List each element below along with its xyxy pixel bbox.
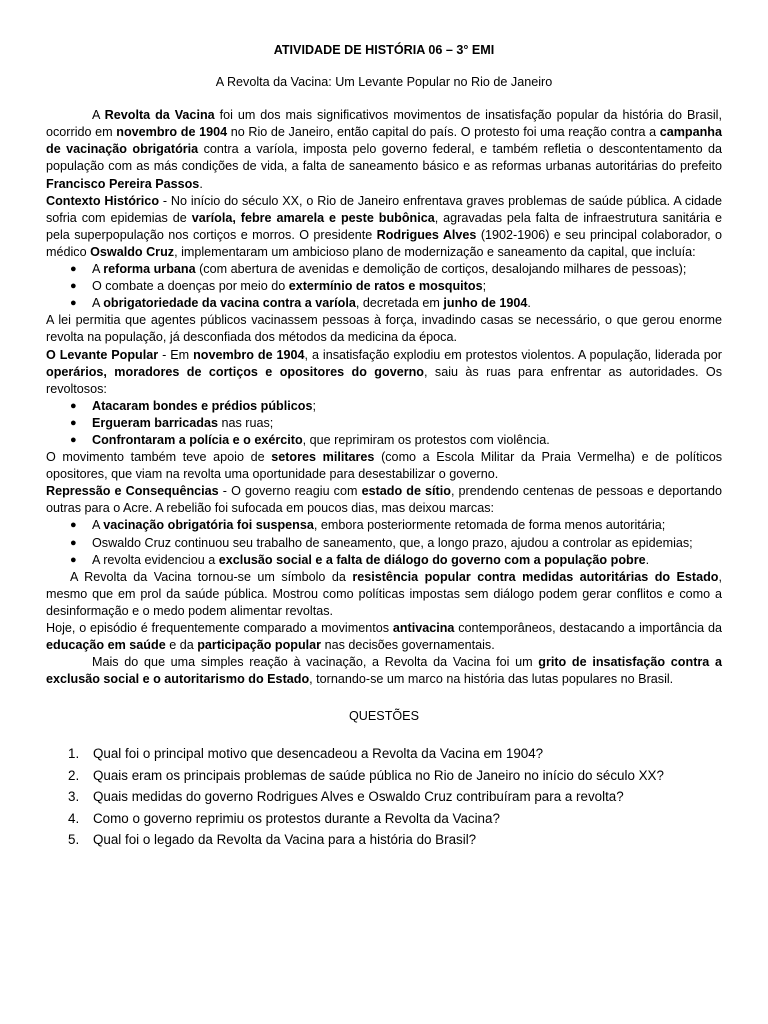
question-text: Qual foi o principal motivo que desencadeou a Revolta da Vacina em 1904?: [93, 746, 544, 762]
list-item: [70, 278, 722, 295]
levante-bold: novembro de 1904: [193, 347, 305, 362]
bullet-icon: ●: [70, 553, 77, 566]
item-bold: extermínio de ratos e mosquitos: [288, 279, 483, 294]
item-bold: Ergueram barricadas: [92, 415, 218, 430]
list-item: [70, 398, 722, 415]
hoje-text: Hoje, o episódio é frequentemente comparado a movimentos: [46, 621, 393, 635]
item-text: A: [92, 262, 104, 277]
repressao-bold: estado de sítio: [361, 484, 451, 499]
item-text: A: [92, 296, 104, 311]
item-bold: Atacaram bondes e prédios públicos: [92, 398, 313, 413]
item-text: A revolta evidenciou a: [92, 552, 219, 567]
question-item: [68, 829, 722, 851]
contexto-bold: Rodrigues Alves: [376, 227, 477, 242]
repressao-list: [46, 517, 722, 568]
bullet-icon: ●: [70, 416, 77, 429]
lei-paragraph: A lei permitia que agentes públicos vacinassem pessoas à força, invadindo casas se necessário, o que gerou enorme revolta na população, já desconfiada dos métodos da medicina da época.: [46, 313, 722, 345]
bullet-icon: ●: [70, 297, 77, 310]
hoje-bold: antivacina: [392, 621, 455, 635]
item-bold: junho de 1904: [443, 296, 528, 311]
simbolo-bold: resistência popular contra medidas autoritárias do Estado: [352, 569, 719, 584]
hoje-text: nas decisões governamentais.: [321, 638, 495, 653]
question-text: Quais medidas do governo Rodrigues Alves e Oswaldo Cruz contribuíram para a revolta?: [93, 789, 624, 805]
repressao-text: - O governo reagiu com: [218, 484, 362, 499]
simbolo-text: , mesmo que em prol da saúde pública. Mostrou como políticas impostas sem diálogo podem gerar conflitos e como a desinformação e o medo podem alimentar revoltas.: [46, 569, 723, 618]
apoio-text: O movimento também teve apoio de: [46, 450, 272, 465]
hoje-bold: participação popular: [197, 638, 322, 653]
document-title: ATIVIDADE DE HISTÓRIA 06 – 3° EMI: [273, 43, 495, 57]
contexto-text: , implementaram um ambicioso plano de modernização e saneamento da capital, que incluía:: [174, 244, 696, 259]
levante-paragraph: [46, 347, 722, 398]
questions-title: QUESTÕES: [349, 709, 419, 724]
item-text: (com abertura de avenidas e demolição de cortiços, desalojando milhares de pessoas);: [195, 262, 687, 277]
bullet-icon: ●: [70, 280, 77, 293]
intro-paragraph: [46, 107, 722, 192]
item-bold: obrigatoriedade da vacina contra a varíola: [103, 296, 356, 311]
apoio-paragraph: [46, 449, 722, 483]
question-number: 5.: [68, 832, 80, 848]
contexto-paragraph: [46, 193, 722, 261]
hoje-bold: educação em saúde: [46, 638, 166, 653]
intro-text: no Rio de Janeiro, então capital do país. O protesto foi uma reação contra a: [227, 125, 660, 140]
levante-list: [46, 398, 722, 449]
item-text: A: [92, 518, 104, 533]
intro-text: .: [199, 176, 203, 191]
intro-bold: campanha de vacinação obrigatória: [46, 125, 722, 157]
list-item: [70, 552, 722, 569]
section-heading: O Levante Popular: [46, 347, 159, 362]
conclusao-paragraph: [46, 654, 722, 688]
intro-text: A: [92, 108, 105, 123]
contexto-bold: Oswaldo Cruz: [90, 244, 175, 259]
item-text: , que reprimiram os protestos com violência.: [302, 432, 550, 447]
question-text: Como o governo reprimiu os protestos durante a Revolta da Vacina?: [93, 810, 500, 826]
question-item: [68, 743, 722, 765]
contexto-bold: varíola, febre amarela e peste bubônica: [191, 210, 435, 225]
contexto-text: , agravadas pela falta de infraestrutura sanitária e pela superpopulação nos cortiços e morros. O presidente: [46, 210, 722, 242]
levante-bold: operários, moradores de cortiços e opositores do governo: [46, 364, 424, 379]
apoio-bold: setores militares: [271, 450, 375, 465]
question-number: 2.: [68, 767, 80, 783]
item-text: nas ruas;: [218, 415, 274, 430]
apoio-text: (como a Escola Militar da Praia Vermelha) e de políticos opositores, que viam na revolta uma oportunidade para desestabilizar o governo.: [46, 450, 723, 482]
question-number: 3.: [68, 789, 80, 805]
item-text: .: [645, 552, 650, 567]
levante-text: , saiu às ruas para enfrentar as autoridades. Os revoltosos:: [46, 364, 723, 396]
item-text: ;: [312, 398, 316, 413]
intro-bold: Francisco Pereira Passos: [46, 176, 200, 191]
repressao-text: , prendendo centenas de pessoas e deportando outras para o Acre. A rebelião foi sufocada em poucos dias, mas deixou marcas:: [46, 484, 722, 516]
questions-list: [46, 743, 722, 851]
section-heading: Repressão e Consequências: [46, 484, 219, 499]
item-text: O combate a doenças por meio do: [92, 279, 289, 294]
repressao-paragraph: [46, 483, 722, 517]
simbolo-paragraph: [46, 569, 722, 620]
question-text: Quais eram os principais problemas de saúde pública no Rio de Janeiro no início do século XX?: [93, 767, 664, 783]
question-text: Qual foi o legado da Revolta da Vacina para a história do Brasil?: [93, 832, 477, 848]
list-item: [70, 415, 722, 432]
list-item: [70, 517, 722, 534]
simbolo-text: A Revolta da Vacina tornou-se um símbolo da: [70, 569, 353, 584]
document-page: [46, 42, 722, 851]
section-heading: Contexto Histórico: [46, 193, 160, 208]
item-text: Oswaldo Cruz continuou seu trabalho de saneamento, que, a longo prazo, ajudou a controlar as epidemias;: [92, 535, 693, 550]
question-item: [68, 765, 722, 787]
contexto-text: (1902-1906) e seu principal colaborador, o médico: [46, 227, 722, 259]
contexto-text: - No início do século XX, o Rio de Janeiro enfrentava graves problemas de saúde pública. A cidade sofria com epidemias de: [46, 193, 722, 225]
question-number: 4.: [68, 810, 80, 826]
contexto-list: [46, 261, 722, 312]
intro-bold: Revolta da Vacina: [104, 108, 215, 123]
list-item: [70, 261, 722, 278]
item-bold: Confrontaram a polícia e o exército: [92, 432, 303, 447]
question-item: [68, 808, 722, 830]
levante-text: - Em: [158, 347, 194, 362]
item-bold: vacinação obrigatória foi suspensa: [103, 518, 314, 533]
intro-bold: novembro de 1904: [116, 125, 228, 140]
conclusao-bold: grito de insatisfação contra a exclusão social e o autoritarismo do Estado: [46, 655, 722, 687]
item-text: , decretada em: [355, 296, 444, 311]
bullet-icon: ●: [70, 399, 77, 412]
levante-text: , a insatisfação explodiu em protestos violentos. A população, liderada por: [304, 347, 722, 362]
question-number: 1.: [68, 746, 80, 762]
conclusao-text: , tornando-se um marco na história das lutas populares no Brasil.: [309, 672, 674, 687]
item-text: ;: [482, 279, 487, 294]
intro-text: contra a varíola, imposta pelo governo federal, e também refletia o descontentamento da população com as más condições de vida, a falta de saneamento básico e as reformas urbanas autoritárias do prefeito: [46, 142, 722, 174]
list-item: [70, 535, 722, 552]
item-bold: exclusão social e a falta de diálogo do governo com a população pobre: [218, 552, 646, 567]
item-bold: reforma urbana: [103, 262, 196, 277]
bullet-icon: ●: [70, 433, 77, 446]
hoje-text: contemporâneos, destacando a importância da: [454, 621, 722, 635]
intro-text: foi um dos mais significativos movimentos de insatisfação popular da história do Brasil, ocorrido em: [46, 108, 722, 140]
item-text: .: [527, 296, 531, 311]
bullet-icon: ●: [70, 263, 77, 276]
list-item: [70, 432, 722, 449]
list-item: [70, 295, 722, 312]
hoje-paragraph: [46, 620, 722, 654]
conclusao-text: Mais do que uma simples reação à vacinação, a Revolta da Vacina foi um: [92, 655, 539, 670]
document-subtitle: A Revolta da Vacina: Um Levante Popular no Rio de Janeiro: [215, 75, 553, 90]
bullet-icon: ●: [70, 536, 77, 549]
question-item: [68, 786, 722, 808]
hoje-text: e da: [165, 638, 198, 653]
item-text: , embora posteriormente retomada de forma menos autoritária;: [313, 518, 666, 533]
bullet-icon: ●: [70, 519, 77, 532]
